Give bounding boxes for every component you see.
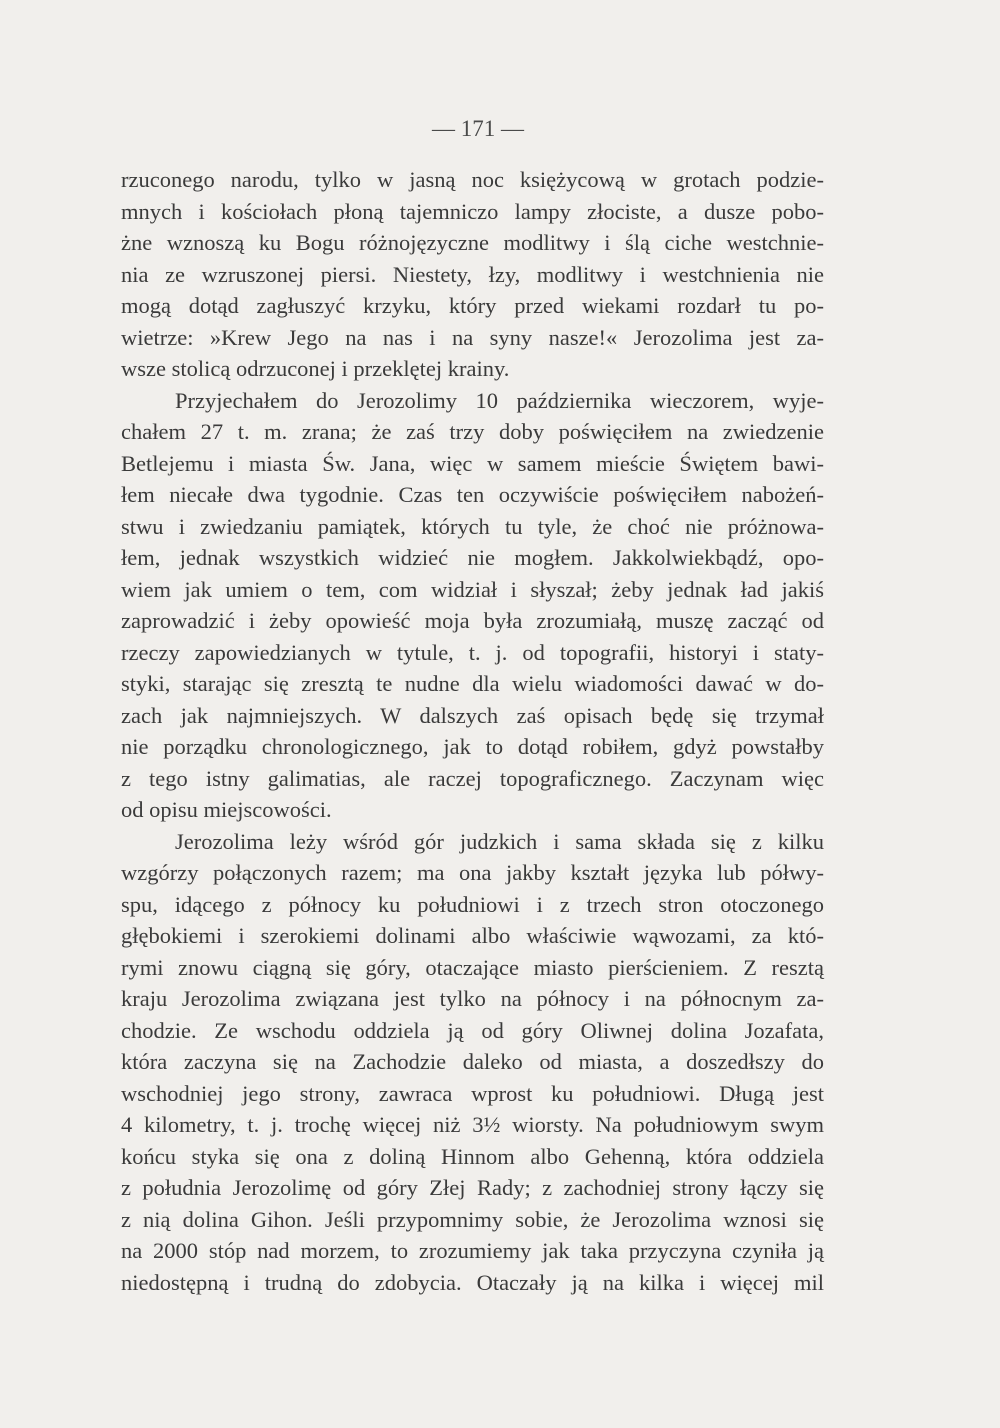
text-line: Przyjechałem do Jerozolimy 10 października wieczorem, wyje- [175,387,824,413]
paragraph [121,826,824,1299]
paragraph [121,385,824,826]
text-line: wzgórzy połączonych razem; ma ona jakby kształt języka lub półwy- [121,860,824,885]
text-line: żne wznoszą ku Bogu różnojęzyczne modlitwy i ślą ciche westchnie- [121,230,824,255]
text-line: mogą dotąd zagłuszyć krzyku, który przed wiekami rozdarł tu po- [121,293,824,318]
text-line: mnych i kościołach płoną tajemniczo lampy złociste, a dusze pobo- [121,198,824,224]
text-line: rzeczy zapowiedzianych w tytule, t. j. od topografii, historyi i staty- [121,639,824,665]
text-line: Jerozolima leży wśród gór judzkich i sama składa się z kilku [175,828,824,854]
text-line: nia ze wzruszonej piersi. Niestety, łzy, modlitwy i westchnienia nie [121,261,824,287]
body-text [121,164,824,1298]
text-line: z południa Jerozolimę od góry Złej Rady; z zachodniej strony łączy się [121,1175,824,1200]
paragraph [121,164,824,385]
text-line: łem niecałe dwa tygodnie. Czas ten oczywiście poświęciłem nabożeń- [121,482,824,507]
text-line: wsze stolicą odrzuconej i przeklętej krainy. [121,356,510,381]
text-line: wschodniej jego strony, zawraca wprost ku południowi. Długą jest [121,1080,824,1106]
text-line: stwu i zwiedzaniu pamiątek, których tu tyle, że choć nie próżnowa- [121,513,824,539]
page-number: — 171 — [432,116,524,141]
text-line: Betlejemu i miasta Św. Jana, więc w samem mieście Świętem bawi- [121,450,824,476]
text-line: wiem jak umiem o tem, com widział i słyszał; żeby jednak ład jakiś [121,576,824,602]
text-line: spu, idącego z północy ku południowi i z trzech stron otoczonego [121,891,824,917]
text-line: 4 kilometry, t. j. trochę więcej niż 3½ wiorsty. Na południowym swym [121,1112,824,1137]
text-line: końcu styka się ona z doliną Hinnom albo Gehenną, która oddziela [121,1143,824,1169]
text-line: która zaczyna się na Zachodzie daleko od miasta, a doszedłszy do [121,1049,824,1074]
text-line: zach jak najmniejszych. W dalszych zaś opisach będę się trzymał [121,702,824,728]
text-line: chodzie. Ze wschodu oddziela ją od góry Oliwnej dolina Jozafata, [121,1017,824,1043]
text-line: styki, starając się zresztą te nudne dla wielu wiadomości dawać w do- [121,671,824,696]
text-line: łem, jednak wszystkich widzieć nie mogłem. Jakkolwiekbądź, opo- [121,545,824,570]
text-line: niedostępną i trudną do zdobycia. Otaczały ją na kilka i więcej mil [121,1269,824,1295]
text-line: nie porządku chronologicznego, jak to dotąd robiłem, gdyż powstałby [121,734,824,759]
text-line: kraju Jerozolima związana jest tylko na północy i na północnym za- [121,986,824,1011]
text-line: chałem 27 t. m. zrana; że zaś trzy doby poświęciłem na zwiedzenie [121,419,824,444]
text-line: z tego istny galimatias, ale raczej topograficznego. Zaczynam więc [121,765,824,791]
text-line: z nią dolina Gihon. Jeśli przypomnimy sobie, że Jerozolima wznosi się [121,1206,824,1232]
text-line: zaprowadzić i żeby opowieść moja była zrozumiałą, muszę zacząć od [121,608,824,633]
text-line: głębokiemi i szerokiemi dolinami albo właściwie wąwozami, za któ- [121,923,824,948]
text-line: wietrze: »Krew Jego na nas i na syny nasze!« Jerozolima jest za- [121,324,824,350]
text-line: od opisu miejscowości. [121,797,332,822]
text-line: rymi znowu ciągną się góry, otaczające miasto pierścieniem. Z resztą [121,954,824,980]
text-line: rzuconego narodu, tylko w jasną noc księżycową w grotach podzie- [121,167,824,192]
text-line: na 2000 stóp nad morzem, to zrozumiemy jak taka przyczyna czyniła ją [121,1238,824,1263]
